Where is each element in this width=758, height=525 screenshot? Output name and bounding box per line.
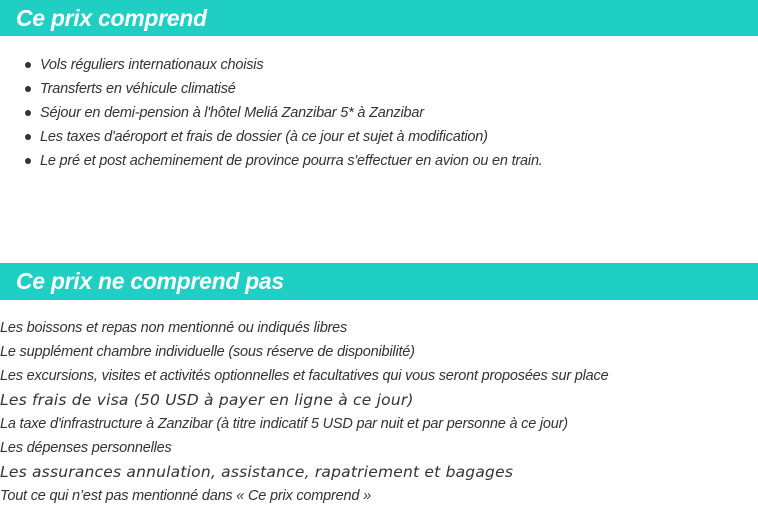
excludes-header-band	[0, 263, 758, 300]
list-item-text: Transferts en véhicule climatisé	[40, 81, 236, 97]
exclusion-line: Les boissons et repas non mentionné ou indiqués libres	[0, 320, 348, 336]
list-item	[0, 125, 543, 149]
exclusion-line: La taxe d'infrastructure à Zanzibar (à titre indicatif 5 USD par nuit et par personne à ce jour)	[0, 416, 568, 432]
bullet-icon	[25, 158, 31, 164]
bullet-icon	[25, 110, 31, 116]
bullet-icon	[25, 134, 31, 140]
excludes-list	[0, 316, 608, 508]
exclusion-line: Les frais de visa (50 USD à payer en ligne à ce jour)	[0, 391, 414, 409]
includes-list	[0, 53, 543, 173]
bullet-icon	[25, 86, 31, 92]
list-item-text: Séjour en demi-pension à l'hôtel Meliá Zanzibar 5* à Zanzibar	[40, 105, 424, 121]
exclusion-line: Les excursions, visites et activités optionnelles et facultatives qui vous seront proposées sur place	[0, 368, 609, 384]
includes-header-band	[0, 0, 758, 36]
list-item-text: Le pré et post acheminement de province pourra s'effectuer en avion ou en train.	[40, 153, 543, 169]
includes-title: Ce prix comprend	[16, 5, 207, 31]
list-item-text: Les taxes d'aéroport et frais de dossier (à ce jour et sujet à modification)	[40, 129, 488, 145]
list-item	[0, 101, 543, 125]
list-item	[0, 77, 543, 101]
bullet-icon	[25, 62, 31, 68]
exclusion-line: Les assurances annulation, assistance, rapatriement et bagages	[0, 463, 514, 481]
list-item	[0, 149, 543, 173]
excludes-title: Ce prix ne comprend pas	[16, 268, 284, 294]
exclusion-line: Le supplément chambre individuelle (sous réserve de disponibilité)	[0, 344, 415, 360]
list-item	[0, 53, 543, 77]
exclusion-line: Les dépenses personnelles	[0, 440, 172, 456]
exclusion-line: Tout ce qui n’est pas mentionné dans « Ce prix comprend »	[0, 488, 371, 504]
list-item-text: Vols réguliers internationaux choisis	[40, 57, 264, 73]
